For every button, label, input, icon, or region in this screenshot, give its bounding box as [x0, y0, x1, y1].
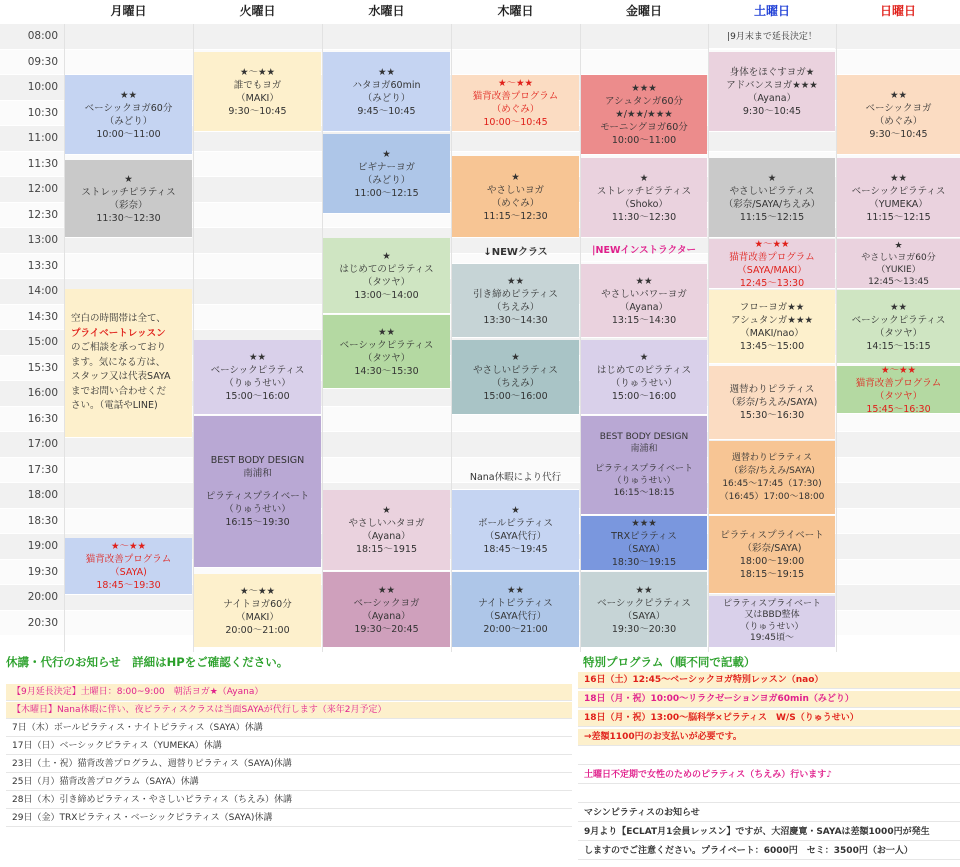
class-stars: ★★ — [506, 584, 525, 596]
class-stars: ★ — [767, 172, 777, 184]
class-name: ナイトヨガ60分 — [223, 598, 292, 610]
new-instructor-text: |NEWインストラクター — [592, 245, 696, 256]
cancellation-notice-item: 【木曜日】Nana休暇に伴い、夜ピラティスクラスは当面SAYAが代行します（来年2月予定） — [6, 702, 572, 719]
header-saturday: 土曜日 — [753, 4, 790, 18]
class-time: 13:00～14:00 — [354, 289, 419, 301]
special-program-item: 18日（月・祝）10:00～リラクゼーションヨガ60min（みどり） — [578, 691, 960, 708]
class-instructor: （みどり） — [362, 174, 411, 186]
class-time: 15:00～16:00 — [611, 391, 677, 402]
time-label: 15:00 — [27, 336, 58, 348]
class-name: やさしいヨガ — [486, 184, 544, 196]
class-time: 11:15～12:15 — [866, 211, 931, 223]
class-time: 9:30～10:45 — [228, 105, 287, 117]
class-block-anyone-yoga[interactable] — [194, 52, 321, 132]
header-friday: 金曜日 — [625, 4, 662, 18]
class-name: ナイトピラティス — [478, 597, 553, 609]
class-instructor: （Ayana） — [362, 610, 411, 622]
class-stars: ★/★★/★★★ — [615, 109, 673, 120]
class-time: 11:15～12:30 — [483, 210, 548, 222]
time-label: 12:00 — [27, 183, 58, 195]
class-block-hatha-yoga[interactable] — [323, 52, 450, 132]
class-stars: ★ — [382, 505, 391, 516]
class-name: アシュタンガ60分 — [604, 96, 684, 107]
extension-note-text: |9月末まで延長決定！ — [727, 31, 817, 42]
time-label: 19:00 — [27, 540, 58, 552]
class-block-toning-pilates[interactable] — [452, 264, 579, 338]
class-name: ストレッチピラティス — [596, 185, 692, 197]
class-name: ピラティスプライベート — [205, 491, 310, 502]
class-instructor: （MAKI/nao） — [740, 327, 804, 339]
class-instructor: （Ayana） — [747, 92, 797, 104]
class-block-basic-pilates[interactable] — [323, 315, 450, 389]
special-program-item — [578, 748, 960, 765]
cancellation-notice-item: 25日（月）猫背改善プログラム（SAYA）休講 — [6, 774, 572, 791]
class-time: 12:45～13:30 — [739, 277, 805, 289]
class-stars: ★★ — [635, 584, 653, 596]
class-instructor: （ちえみ） — [491, 301, 540, 313]
class-instructor: （MAKI） — [236, 611, 279, 623]
class-name: ピラティスプライベート — [594, 464, 693, 474]
class-name: ベーシックピラティス — [339, 339, 434, 351]
class-name: ベーシックヨガ — [353, 597, 420, 609]
class-time: 14:30～15:30 — [354, 365, 419, 377]
class-block-first-pilates[interactable] — [323, 238, 450, 314]
time-label: 20:00 — [27, 591, 58, 603]
class-block-night-pilates[interactable] — [452, 572, 579, 648]
class-block-posture-program[interactable] — [709, 239, 835, 289]
cancellation-notice-item: 17日（日）ベーシックピラティス（YUMEKA）休講 — [6, 738, 572, 755]
class-stars: ★ — [639, 172, 649, 184]
class-time: 19:30～20:30 — [611, 623, 677, 635]
time-label: 17:00 — [27, 438, 58, 450]
class-time: 12:45～13:45 — [868, 276, 929, 287]
class-instructor: （彩奈/ちえみ/SAYA) — [729, 465, 815, 476]
class-time: （16:45）17:00～18:00 — [719, 491, 825, 502]
class-block-stretch-pilates[interactable] — [65, 160, 192, 238]
cancellation-notice-item: 28日（木）引き締めピラティス・やさしいピラティス（ちえみ）休講 — [6, 792, 572, 809]
class-block-basic-pilates[interactable] — [194, 340, 321, 415]
class-instructor: （YUKIE） — [876, 264, 921, 275]
class-time: 15:00～16:00 — [483, 391, 548, 402]
class-instructor: （りゅうせい） — [224, 504, 291, 515]
class-stars: ★ — [639, 352, 649, 363]
class-instructor: （SAYA代行） — [484, 610, 547, 622]
class-time: 10:00～10:45 — [483, 117, 548, 128]
class-instructor: （めぐみ） — [491, 104, 540, 115]
class-block-weekly-pilates[interactable] — [709, 441, 835, 515]
class-instructor: （タツヤ） — [362, 352, 411, 364]
class-block-ball-pilates[interactable] — [452, 490, 579, 571]
class-time: 11:00～12:15 — [354, 187, 419, 199]
class-instructor: （彩奈/SAYA) — [742, 542, 802, 554]
substitute-note-text: Nana休暇により代行 — [469, 472, 562, 483]
class-stars: ★ — [124, 173, 133, 185]
class-name: はじめてのピラティス — [339, 263, 434, 275]
class-stars: ★★★ — [631, 518, 657, 529]
class-name: やさしいハタヨガ — [348, 518, 425, 529]
cancellation-notice-item: 7日（木）ボールピラティス・ナイトピラティス（SAYA）休講 — [6, 720, 572, 737]
class-time: 19:30～20:45 — [354, 623, 419, 635]
class-stars: ★ — [382, 148, 391, 160]
time-label: 08:00 — [27, 30, 58, 42]
class-name: ハタヨガ60min — [352, 79, 421, 91]
class-stars: ★★ — [248, 352, 267, 363]
class-instructor: （りゅうせい） — [610, 378, 678, 389]
class-block-posture-program[interactable] — [65, 538, 192, 595]
special-program-item: マシンピラティスのお知らせ — [578, 805, 960, 822]
class-instructor: （りゅうせい） — [612, 476, 676, 486]
class-time: 18:45～19:45 — [483, 544, 548, 555]
special-program-title: 特別プログラム（順不同で記載） — [583, 655, 756, 669]
class-instructor: （Ayana） — [619, 301, 669, 313]
class-name: 猫背改善プログラム — [85, 554, 172, 565]
class-name: ベーシックヨガ — [865, 102, 932, 114]
class-time: 9:30～10:45 — [742, 105, 802, 117]
class-time: 10:00～11:00 — [96, 128, 161, 140]
class-stars: ★ — [894, 240, 903, 251]
private-lesson-notice — [65, 289, 192, 438]
class-block-gentle-yoga[interactable] — [452, 156, 579, 238]
header-sunday: 日曜日 — [879, 4, 916, 18]
class-time: 10:00～11:00 — [611, 135, 677, 146]
class-time: 11:30～12:30 — [611, 211, 677, 223]
class-time: 14:15～15:15 — [866, 340, 931, 352]
time-label: 18:00 — [27, 489, 58, 501]
class-block-basic-pilates[interactable] — [581, 572, 707, 648]
class-block-weekly-pilates[interactable] — [709, 366, 835, 440]
cancellation-notice-title: 休講・代行のお知らせ 詳細はHPをご確認ください。 — [6, 655, 289, 669]
time-label: 14:00 — [27, 285, 58, 297]
class-name: アドバンスヨガ★★★ — [726, 79, 818, 91]
class-time: 13:30～14:30 — [483, 314, 548, 326]
notice-line: さい。（電話やLINE) — [71, 400, 158, 412]
time-label: 10:00 — [27, 81, 58, 93]
class-time: 16:45～17:45（17:30) — [722, 478, 822, 489]
class-instructor: （彩奈/SAYA/ちえみ） — [723, 198, 821, 210]
class-time: 9:30～10:45 — [869, 128, 928, 140]
class-block-gentle-pilates[interactable] — [452, 340, 579, 415]
class-name: TRXピラティス — [611, 531, 677, 542]
class-instructor: （彩奈） — [109, 199, 148, 211]
class-name: ベーシックピラティス — [597, 597, 691, 609]
class-instructor: （タツヤ） — [874, 390, 923, 402]
class-name: ベーシックピラティス — [210, 365, 305, 376]
studio-location: 南浦和 — [243, 468, 272, 479]
time-label: 17:30 — [27, 463, 58, 476]
header-thursday: 木曜日 — [497, 4, 534, 18]
special-program-item: →差額1100円のお支払いが必要です。 — [578, 729, 960, 746]
class-name: ピラティスプライベート — [720, 529, 824, 541]
class-stars: ★～★★ — [239, 66, 276, 78]
class-time: 20:00～21:00 — [483, 623, 548, 635]
class-stars: ★★ — [889, 89, 908, 101]
class-name: 週替わりピラティス — [731, 452, 813, 463]
class-time: 11:15～12:15 — [739, 211, 805, 223]
class-name: ストレッチピラティス — [81, 186, 176, 198]
class-block-ashtanga-morning[interactable] — [581, 75, 707, 155]
class-block-basic-pilates[interactable] — [837, 290, 960, 364]
class-name: アシュタンガ★★★ — [731, 314, 813, 326]
class-time: 16:15～18:15 — [613, 488, 675, 498]
class-block-bbd-private[interactable] — [581, 416, 707, 515]
header-tuesday: 火曜日 — [239, 4, 276, 18]
class-instructor: （ちえみ） — [491, 378, 540, 389]
class-block-bbd-private[interactable] — [194, 416, 321, 568]
class-instructor: （めぐみ） — [491, 197, 540, 209]
class-block-gentle-pilates[interactable] — [709, 158, 835, 238]
class-stars: ★★ — [889, 301, 908, 313]
class-block-posture-program[interactable] — [837, 366, 960, 414]
class-name: やさしいヨガ60分 — [861, 252, 936, 263]
header-wednesday: 水曜日 — [368, 4, 405, 18]
class-instructor: （Shoko） — [620, 198, 668, 210]
class-name: ピラティスプライベート — [722, 598, 821, 609]
studio-name: BEST BODY DESIGN — [210, 455, 305, 466]
studio-name: BEST BODY DESIGN — [599, 432, 689, 442]
class-stars: ★ — [511, 505, 520, 516]
class-time: 15:45～16:30 — [866, 403, 931, 414]
time-label: 10:30 — [27, 106, 58, 119]
class-stars: ★～★★ — [239, 585, 276, 597]
class-time: 13:45～15:00 — [739, 340, 805, 352]
class-instructor: （MAKI） — [236, 92, 279, 104]
class-name: 猫背改善プログラム — [855, 377, 942, 389]
class-instructor: （SAYA） — [622, 544, 666, 555]
notice-line: 空白の時間帯は全て、 — [71, 313, 166, 325]
class-stars: ★～★★ — [754, 239, 790, 250]
class-name: ベーシックピラティス — [851, 185, 946, 197]
class-block-stretch-pilates[interactable] — [581, 158, 707, 238]
class-stars: ★★ — [889, 172, 908, 184]
time-label: 15:30 — [27, 361, 58, 374]
class-instructor: （タツヤ） — [362, 276, 411, 288]
class-stars: ★～★★ — [880, 366, 917, 376]
time-label: 20:30 — [27, 616, 58, 629]
class-time: 18:30～19:15 — [611, 557, 677, 568]
time-label: 09:30 — [27, 55, 58, 68]
new-class-text: ↓NEWクラス — [483, 247, 548, 258]
class-block-private-or-bbd[interactable] — [709, 596, 835, 648]
class-instructor: （SAYA） — [622, 610, 666, 622]
class-instructor: （みどり） — [362, 92, 411, 104]
class-block-flow-ashtanga[interactable] — [709, 290, 835, 364]
class-instructor: （めぐみ） — [874, 115, 923, 127]
class-stars: ★ — [382, 250, 391, 262]
class-instructor: （SAYA/MAKI） — [737, 264, 807, 276]
class-block-first-pilates[interactable] — [581, 340, 707, 415]
notice-line: スタッフ又は代表SAYA — [71, 371, 171, 383]
class-block-trx-pilates[interactable] — [581, 516, 707, 571]
class-instructor: （SAYA) — [110, 567, 147, 578]
class-name: 引き締めピラティス — [473, 288, 558, 300]
class-stars: ★★ — [119, 89, 138, 101]
special-program-item: 9月より【ECLAT月1会員レッスン】ですが、大沼慶寛・SAYAは差額1000円が発生 — [578, 824, 960, 841]
class-block-gentle-hatha[interactable] — [323, 490, 450, 571]
class-stars: ★★ — [635, 275, 653, 287]
class-block-basic-yoga[interactable] — [323, 572, 450, 648]
class-time: 18:15～19:15 — [739, 568, 805, 580]
time-label: 18:30 — [27, 514, 58, 527]
class-name: 身体をほぐすヨガ★ — [729, 66, 815, 78]
class-stars: ★ — [511, 352, 520, 363]
time-label: 11:00 — [27, 132, 58, 144]
class-stars: ★★ — [377, 584, 396, 596]
time-label: 19:30 — [27, 565, 58, 578]
class-block-basic-yoga[interactable] — [65, 75, 192, 155]
class-instructor: （YUMEKA） — [869, 198, 928, 210]
class-stars: ★★ — [377, 326, 396, 338]
class-name: ベーシックピラティス — [851, 314, 946, 326]
class-time: 13:15～14:30 — [611, 314, 677, 326]
class-instructor: （みどり） — [104, 115, 153, 127]
class-stars: ★★★ — [631, 83, 657, 94]
class-instructor: （彩奈/ちえみ/SAYA) — [726, 397, 818, 408]
new-instructor-label — [581, 240, 707, 262]
class-name: 週替わりピラティス — [729, 384, 815, 395]
special-program-item: 18日（月・祝）13:00～脳科学×ピラティス W/S（りゅうせい） — [578, 710, 960, 727]
class-name: ビギナーヨガ — [357, 161, 415, 173]
special-program-item: しますのでご注意ください。プライベート：6000円 セミ：3500円（お一人） — [578, 843, 960, 860]
time-label: 11:30 — [27, 157, 58, 170]
cancellation-notice-item: 【9月延長決定】土曜日：8:00~9:00 朝活ヨガ★（Ayana） — [6, 684, 572, 701]
cancellation-notice-item: 23日（土・祝）猫背改善プログラム、週替りピラティス（SAYA)休講 — [6, 756, 572, 773]
class-time: 15:30～16:30 — [739, 410, 805, 421]
class-time: 16:15～19:30 — [225, 517, 290, 528]
header-monday: 月曜日 — [110, 4, 147, 18]
time-label: 12:30 — [27, 208, 58, 221]
class-block-night-yoga[interactable] — [194, 574, 321, 648]
class-stars: ★～★★ — [497, 78, 534, 89]
substitute-note — [452, 466, 579, 490]
notice-footer — [0, 652, 960, 867]
special-program-item — [578, 786, 960, 803]
class-instructor: （りゅうせい） — [740, 621, 804, 632]
class-name: やさしいピラティス — [729, 185, 815, 197]
class-name: 猫背改善プログラム — [472, 91, 559, 102]
saturday-extension-note — [709, 26, 835, 49]
class-time: 20:00～21:00 — [225, 624, 290, 636]
class-instructor: （りゅうせい） — [224, 378, 291, 389]
class-stars: ★★ — [377, 66, 396, 78]
class-block-basic-yoga[interactable] — [837, 75, 960, 155]
new-class-label — [452, 242, 579, 264]
class-name: フローヨガ★★ — [739, 301, 805, 313]
class-stars: ★★ — [506, 275, 525, 287]
class-instructor: （Ayana） — [362, 531, 411, 542]
notice-line: ます。気になる方は、 — [71, 356, 166, 368]
class-stars: ★ — [511, 171, 520, 183]
time-label: 14:30 — [27, 310, 58, 323]
time-label: 13:30 — [27, 259, 58, 272]
cancellation-notice-item: 29日（金）TRXピラティス・ベーシックピラティス（SAYA)休講 — [6, 810, 572, 827]
class-name: 誰でもヨガ — [233, 79, 282, 91]
special-program-item: 16日（土）12:45～ベーシックヨガ特別レッスン（nao） — [578, 672, 960, 689]
class-name: モーニングヨガ60分 — [600, 122, 688, 133]
time-label: 13:00 — [27, 234, 58, 246]
class-name: やさしいピラティス — [473, 365, 558, 376]
class-time: 11:30～12:30 — [96, 212, 161, 224]
class-name: ベーシックヨガ60分 — [84, 102, 173, 114]
class-name: 猫背改善プログラム — [729, 251, 815, 263]
class-name: やさしいパワーヨガ — [601, 288, 687, 300]
studio-location: 南浦和 — [630, 444, 658, 454]
class-stars: ★～★★ — [110, 541, 147, 552]
time-label: 16:30 — [27, 412, 58, 425]
class-time: 9:45～10:45 — [357, 105, 416, 117]
class-block-pilates-private[interactable] — [709, 516, 835, 594]
notice-highlight: プライベートレッスン — [71, 327, 166, 339]
class-block-loosen-advance-yoga[interactable] — [709, 52, 835, 132]
class-instructor: （SAYA代行） — [484, 531, 547, 542]
class-block-posture-program[interactable] — [452, 75, 579, 132]
class-name: 又はBBD整体 — [744, 610, 800, 620]
class-block-beginner-yoga[interactable] — [323, 134, 450, 214]
notice-line: のご相談を承っており — [71, 342, 167, 354]
class-time: 18:15～1915 — [355, 544, 418, 555]
time-label: 16:00 — [27, 387, 58, 399]
class-block-basic-pilates[interactable] — [837, 158, 960, 238]
class-time: 18:00～19:00 — [739, 555, 805, 567]
class-block-gentle-yoga[interactable] — [837, 239, 960, 289]
notice-line: までお問い合わせくだ — [71, 385, 167, 397]
class-name: ボールピラティス — [477, 518, 554, 529]
class-time: 19:45頃～ — [750, 633, 794, 643]
class-time: 15:00～16:00 — [225, 391, 290, 402]
class-time: 18:45～19:30 — [96, 580, 161, 591]
class-name: はじめてのピラティス — [596, 365, 692, 376]
special-program-item: 土曜日不定期で女性のためのピラティス（ちえみ）行います♪ — [578, 767, 960, 784]
class-instructor: （タツヤ） — [874, 327, 923, 339]
class-block-gentle-power-yoga[interactable] — [581, 264, 707, 338]
